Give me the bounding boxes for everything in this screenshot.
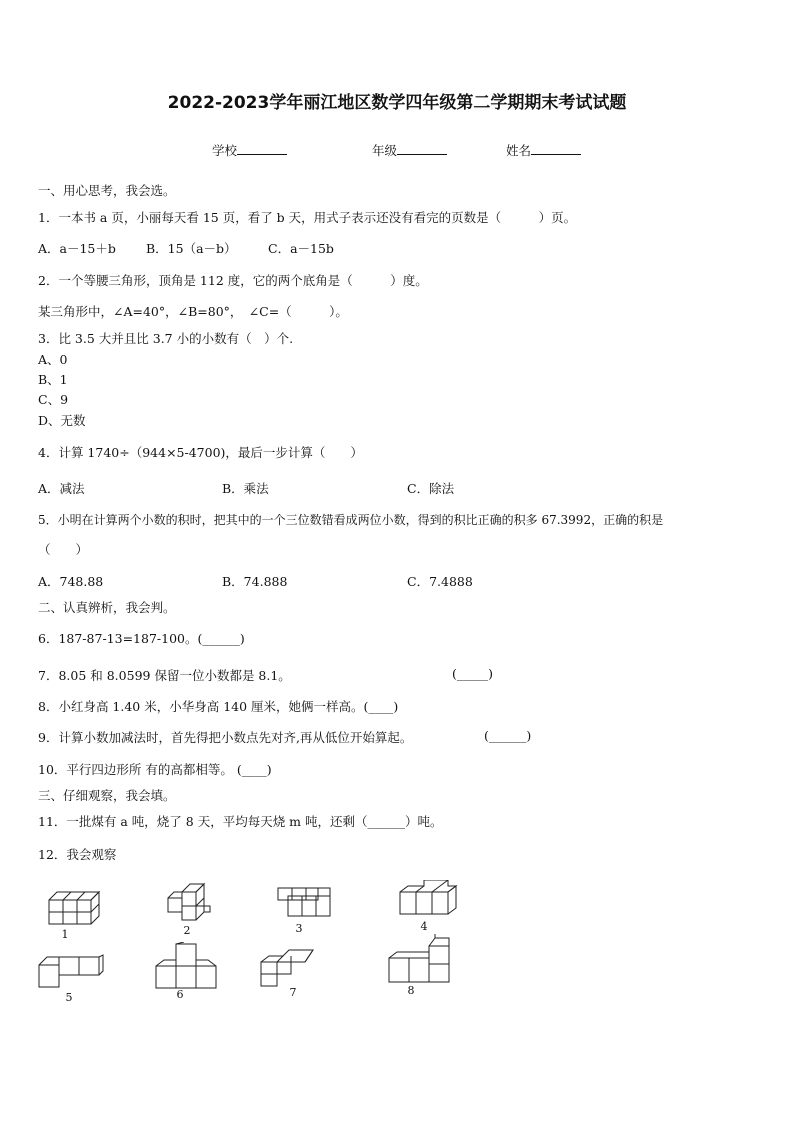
question-2: 2．一个等腰三角形，顶角是 112 度，它的两个底角是（ ）度。	[38, 273, 428, 288]
q3-option-a: A、0	[38, 352, 68, 367]
question-4: 4．计算 1740÷（944×5-4700)，最后一步计算（ ）	[38, 445, 363, 460]
page-title: 2022-2023学年丽江地区数学四年级第二学期期末考试试题	[167, 93, 627, 113]
cube-figure-4	[398, 880, 464, 933]
q4-option-a: A．减法	[38, 481, 85, 496]
figure-label-3: 3	[295, 922, 303, 935]
figure-label-8: 8	[407, 984, 415, 997]
question-12: 12．我会观察	[38, 847, 117, 862]
name-blank	[531, 141, 581, 155]
question-9: 9．计算小数加减法时，首先得把小数点先对齐,再从低位开始算起。	[38, 730, 413, 745]
grade-blank	[397, 141, 447, 155]
school-blank	[237, 141, 287, 155]
q4-option-b: B．乘法	[222, 481, 269, 496]
cube-figure-6	[154, 942, 218, 1001]
question-1: 1．一本书 a 页，小丽每天看 15 页，看了 b 天，用式子表示还没有看完的页数是（ ）页。	[38, 210, 577, 225]
q3-option-d: D、无数	[38, 413, 86, 428]
name-field	[506, 141, 581, 159]
q5-option-c: C．7.4888	[407, 574, 473, 589]
question-7-blank: (_____)	[452, 666, 494, 681]
cube-figure-1	[47, 888, 101, 941]
question-5-paren: （ ）	[38, 542, 89, 557]
section-1-heading: 一、用心思考，我会选。	[38, 183, 176, 198]
question-3: 3．比 3.5 大并且比 3.7 小的小数有（ ）个.	[38, 331, 294, 346]
cube-figure-5	[37, 953, 105, 1004]
name-label: 姓名	[506, 143, 532, 158]
q4-option-c: C．除法	[407, 481, 455, 496]
figure-label-5: 5	[65, 991, 73, 1004]
section-3-heading: 三、仔细观察，我会填。	[38, 788, 176, 803]
q1-option-b: B．15（a－b）	[146, 241, 237, 256]
figure-label-6: 6	[176, 988, 184, 1001]
cube-figure-8	[387, 934, 453, 997]
question-5: 5．小明在计算两个小数的积时，把其中的一个三位数错看成两位小数，得到的积比正确的积多 67.3992，正确的积是	[38, 513, 664, 527]
q5-option-a: A．748.88	[38, 574, 104, 589]
section-2-heading: 二、认真辨析，我会判。	[38, 600, 176, 615]
figure-label-1: 1	[61, 928, 69, 941]
question-9-blank: (______)	[484, 728, 532, 743]
q5-option-b: B．74.888	[222, 574, 288, 589]
cube-figure-7	[259, 946, 317, 999]
school-label: 学校	[212, 143, 238, 158]
figure-label-7: 7	[289, 986, 297, 999]
question-6: 6．187-87-13=187-100。(______)	[38, 631, 245, 646]
cube-figure-2	[166, 882, 214, 937]
grade-label: 年级	[372, 143, 398, 158]
question-10: 10．平行四边形所 有的高都相等。 (____)	[38, 762, 272, 777]
question-7: 7．8.05 和 8.0599 保留一位小数都是 8.1。	[38, 668, 291, 683]
grade-field	[372, 141, 447, 159]
q3-option-c: C、9	[38, 392, 69, 407]
figure-label-4: 4	[420, 920, 428, 933]
question-8: 8．小红身高 1.40 米，小华身高 140 厘米，她俩一样高。(____)	[38, 699, 399, 714]
q3-option-b: B、1	[38, 372, 68, 387]
cube-figure-3	[276, 884, 332, 935]
q1-option-c: C．a－15b	[268, 241, 334, 256]
question-11: 11．一批煤有 a 吨，烧了 8 天，平均每天烧 m 吨，还剩（______）吨。	[38, 814, 443, 829]
figure-label-2: 2	[183, 924, 191, 937]
q1-option-a: A．a－15＋b	[38, 241, 116, 256]
question-2-sub: 某三角形中，∠A=40°，∠B=80°， ∠C=（ ）。	[38, 304, 348, 319]
school-field	[212, 141, 287, 159]
